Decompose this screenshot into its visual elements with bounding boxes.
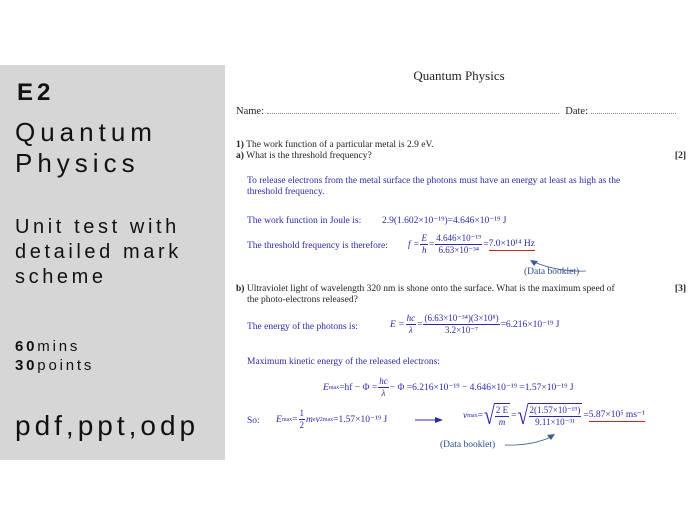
date-field — [591, 104, 676, 114]
subject-title: Quantum Physics — [15, 117, 157, 178]
cover-panel — [0, 65, 225, 460]
name-label: Name: — [236, 106, 264, 117]
marks-1a: [2] — [674, 151, 686, 161]
description: Unit test with detailed mark scheme — [15, 216, 182, 288]
fraction: $\frac{hc}{\lambda}$ — [379, 376, 388, 398]
fraction: $\frac{\text{4.646×10⁻¹⁹}}{\text{6.63×10⁻³⁴}}$ — [436, 233, 482, 255]
date-label: Date: — [565, 106, 588, 117]
test-meta — [15, 337, 94, 375]
right-arrow-icon — [415, 416, 445, 424]
square-root: √ $\frac{2 E}{m}$ — [483, 401, 509, 430]
name-date-line — [236, 104, 676, 117]
data-booklet-note: (Data booklet) — [524, 267, 580, 277]
question-1b: b) Ultraviolet light of wavelength 320 nm is shone onto the surface. What is the maximum speed of the photo-electrons released? — [236, 284, 615, 305]
kinetic-energy-label: Maximum kinetic energy of the released electrons: — [247, 357, 440, 367]
fraction: $\frac{hc}{\lambda}$ — [406, 313, 416, 335]
data-booklet-note-b: (Data booklet) — [440, 440, 496, 450]
unit-code: E2 — [17, 79, 55, 106]
fraction: $\frac{E}{h}$ — [421, 233, 427, 255]
question-1-stem: 1) The work function of a particular metal is 2.9 eV. — [236, 140, 434, 150]
document-title: Quantum Physics — [413, 68, 505, 83]
threshold-equation: f = $\frac{E}{h}$ = $\frac{\text{4.646×10⁻¹⁹}}{\text{6.63×10⁻³⁴}}$ = 7.0×10¹⁴ Hz — [408, 233, 535, 255]
kinetic-energy-equation: E max =hf − Φ = $\frac{hc}{\lambda}$ − Φ =6.216×10⁻¹⁹ − 4.646×10⁻¹⁹ =1.57×10⁻¹⁹ J — [323, 376, 574, 398]
work-function-label: The work function in Joule is: — [247, 216, 362, 226]
square-root: √ $\frac{\text{2(1.57×10⁻¹⁹)}}{\text{9.11×10⁻³¹}}$ — [517, 401, 581, 430]
answer-1a-intro: To release electrons from the metal surface the photons must have an energy at least as high as the threshold frequency. — [247, 176, 621, 197]
so-label: So: — [247, 416, 260, 426]
answer-1b-result: 5.87×10⁵ ms⁻¹ — [588, 410, 645, 420]
so-equation: E max = $\frac{1}{2}$ m e v 2 max =1.57×10⁻¹⁹ J — [276, 408, 388, 430]
threshold-label: The threshold frequency is therefore: — [247, 241, 388, 251]
name-field — [267, 104, 559, 114]
marks-1b: [3] — [674, 284, 686, 294]
photon-energy-equation: E = $\frac{hc}{\lambda}$ = $\frac{\text{(6.63×10⁻³⁴)(3×10⁸)}}{\text{3.2×10⁻⁷}}$ =6.216×10⁻¹⁹ J — [390, 313, 560, 335]
vmax-equation: v max = √ $\frac{2 E}{m}$ = √ $\frac{\text{2(1.57×10⁻¹⁹)}}{\text{9.11×10⁻³¹}}$ = 5.87×10⁵ ms⁻¹ — [463, 401, 645, 430]
question-1a: a) What is the threshold frequency? — [236, 151, 372, 161]
fraction: $\frac{\text{(6.63×10⁻³⁴)(3×10⁸)}}{\text{3.2×10⁻⁷}}$ — [424, 313, 499, 335]
arrow-icon — [503, 432, 558, 448]
fraction: $\frac{1}{2}$ — [299, 408, 305, 430]
work-function-equation: 2.9(1.602×10⁻¹⁹)=4.646×10⁻¹⁹ J — [382, 216, 507, 226]
file-formats: pdf,ppt,odp — [15, 410, 200, 441]
points: 30points — [15, 357, 95, 374]
document-preview — [228, 60, 690, 460]
photon-energy-label: The energy of the photons is: — [247, 322, 358, 332]
duration: 60mins — [15, 338, 81, 355]
answer-1a-result: 7.0×10¹⁴ Hz — [488, 238, 535, 249]
